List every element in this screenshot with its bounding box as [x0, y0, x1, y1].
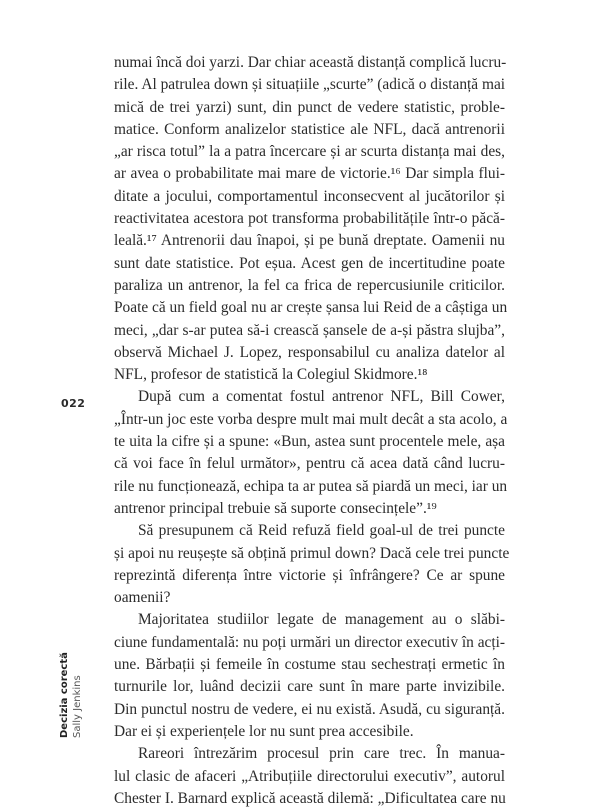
text-line: Din punctul nostru de vedere, ei nu există. Asudă, cu siguranță.: [114, 700, 505, 718]
text-line: lul clasic de afaceri „Atribuțiile directorului executiv”, autorul: [114, 767, 505, 785]
text-line: te uita la cifre și a spune: «Bun, astea sunt procentele mele, așa: [114, 433, 505, 451]
text-line: Rareori întrezărim procesul prin care trec. În manua-: [138, 745, 505, 763]
text-line: turnurile lor, luând decizii care sunt în mare parte invizibile.: [114, 678, 505, 696]
text-line: observă Michael J. Lopez, responsabilul cu analiza datelor al: [114, 343, 505, 361]
text-line: reactivitatea acestora pot transforma probabilitățile într-o păcă-: [114, 210, 505, 228]
text-line: oamenii?: [114, 589, 171, 607]
text-line: Majoritatea studiilor legate de management au o slăbi-: [138, 611, 505, 629]
running-head: [58, 638, 88, 738]
text-line: sunt date statistice. Pot eșua. Acest gen de incertitudine poate: [114, 254, 505, 272]
text-line: „Într-un joc este vorba despre mult mai mult decât a sta acolo, a: [114, 410, 508, 428]
text-line: Să presupunem că Reid refuză field goal-ul de trei puncte: [138, 522, 505, 540]
text-line: mică de trei yarzi) sunt, din punct de vedere statistic, proble-: [114, 98, 505, 116]
text-line: paraliza un antrenor, la fel ca frica de repercusiunile criticilor.: [114, 276, 505, 294]
text-line: că voi face în felul următor», pentru că acea dată când lucru-: [114, 455, 505, 473]
text-line: Chester I. Barnard explică această dilemă: „Dificultatea care nu: [114, 789, 506, 807]
book-title: Decizia corectă: [59, 652, 70, 738]
text-line: ditate a jocului, comportamentul inconsecvent al jucătorilor și: [114, 187, 505, 205]
text-line: une. Bărbații și femeile în costume stau sechestrați ermetic în: [114, 656, 505, 674]
text-line: NFL, profesor de statistică la Colegiul Skidmore.¹⁸: [114, 366, 428, 384]
book-author: Sally Jenkins: [72, 675, 83, 738]
text-line: meci, „dar s-ar putea să-i crească șansele de a-și păstra slujba”,: [114, 321, 505, 339]
text-line: și apoi nu reușește să obțină primul down? Dacă cele trei puncte: [114, 544, 510, 562]
text-line: ar avea o probabilitate mai mare de victorie.¹⁶ Dar simpla flui-: [114, 165, 505, 183]
text-line: reprezintă diferența între victorie și înfrângere? Ce ar spune: [114, 566, 505, 584]
text-line: Poate că un field goal nu ar crește șansa lui Reid de a câștiga un: [114, 299, 508, 317]
text-line: rile. Al patrulea down și situațiile „scurte” (adică o distanță mai: [114, 76, 506, 94]
text-line: După cum a comentat fostul antrenor NFL, Bill Cower,: [138, 388, 505, 406]
text-line: leală.¹⁷ Antrenorii dau înapoi, și pe bună dreptate. Oamenii nu: [114, 232, 505, 250]
text-line: numai încă doi yarzi. Dar chiar această distanță complică lucru-: [114, 54, 507, 71]
page-number: 022: [61, 397, 86, 410]
text-line: rile nu funcționează, echipa ta ar putea să piardă un meci, iar un: [114, 477, 508, 495]
text-line: matice. Conform analizelor statistice ale NFL, dacă antrenorii: [114, 120, 505, 138]
text-line: Dar ei și experiențele lor nu sunt prea accesibile.: [114, 722, 414, 740]
text-line: „ar risca totul” la a patra încercare și ar scurta distanța mai des,: [114, 143, 505, 161]
text-line: antrenor principal trebuie să suporte consecințele”.¹⁹: [114, 499, 437, 517]
text-line: ciune fundamentală: nu poți urmări un director executiv în acți-: [114, 633, 506, 651]
body-text: [114, 52, 510, 810]
